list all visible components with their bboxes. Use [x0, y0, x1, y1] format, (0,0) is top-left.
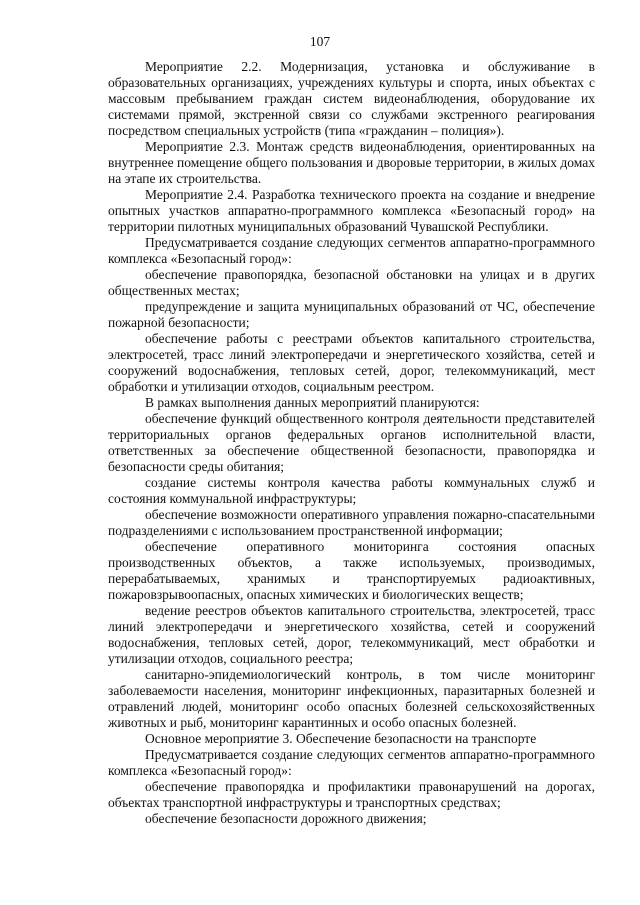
paragraph-transport-segments-intro: Предусматривается создание следующих сегментов аппаратно-программного комплекса «Безопасный город»: [108, 747, 595, 778]
paragraph-planned-utilities: создание системы контроля качества работы коммунальных служб и состояния коммунальной инфраструктуры; [108, 475, 595, 506]
paragraph-planned-intro: В рамках выполнения данных мероприятий планируются: [145, 395, 480, 410]
paragraph-transport-law-order: обеспечение правопорядка и профилактики правонарушений на дорогах, объектах транспортной инфраструктуры и транспортных средствах; [108, 779, 595, 810]
paragraph-measure-2-2: Мероприятие 2.2. Модернизация, установка и обслуживание в образовательных организациях, учреждениях культуры и спорта, иных объектах с массовым пребыванием граждан систем видеонаблюдения, оборудование их системами прямой, экстренной связи со службами экстренного реагирования посредством специальных устройств (типа «гражданин – полиция»). [108, 59, 595, 138]
paragraph-road-safety: обеспечение безопасности дорожного движения; [145, 811, 427, 826]
paragraph-segment-registries: обеспечение работы с реестрами объектов капитального строительства, электросетей, трасс линий электропередачи и энергетического хозяйства, сетей и сооружений водоснабжения, тепловых сетей, дорог, телекоммуникаций, мест обработки и утилизации отходов, социальным реестром. [108, 331, 595, 394]
paragraph-measure-2-4: Мероприятие 2.4. Разработка технического проекта на создание и внедрение опытных участков аппаратно-программного комплекса «Безопасный город» на территории пилотных муниципальных образований Чувашской Республики. [108, 187, 595, 234]
page-number: 107 [309, 34, 331, 49]
paragraph-planned-registries: ведение реестров объектов капитального строительства, электросетей, трасс линий электропередачи и энергетического хозяйства, сетей и сооружений водоснабжения, тепловых сетей, дорог, телекоммуникаций, мест обработки и утилизации отходов, социального реестра; [108, 603, 595, 666]
paragraph-measure-2-3: Мероприятие 2.3. Монтаж средств видеонаблюдения, ориентированных на внутреннее помещение общего пользования и дворовые территории, в жилых домах на этапе их строительства. [108, 139, 595, 186]
paragraph-segments-intro: Предусматривается создание следующих сегментов аппаратно-программного комплекса «Безопасный город»: [108, 235, 595, 266]
paragraph-planned-fire-rescue: обеспечение возможности оперативного управления пожарно-спасательными подразделениями с использованием пространственной информации; [108, 507, 595, 538]
paragraph-planned-hazard-monitoring: обеспечение оперативного мониторинга состояния опасных производственных объектов, а также используемых, производимых, перерабатываемых, хранимых и транспортируемых радиоактивных, пожаровзрывоопасных, опасных химических и биологических веществ; [108, 539, 595, 602]
paragraph-planned-sanitary: санитарно-эпидемиологический контроль, в том числе мониторинг заболеваемости населения, мониторинг инфекционных, паразитарных болезней и отравлений людей, мониторинг особо опасных болезней сельскохозяйственных животных и рыб, мониторинг карантинных и особо опасных болезней. [108, 667, 595, 730]
paragraph-main-measure-3: Основное мероприятие 3. Обеспечение безопасности на транспорте [145, 731, 537, 746]
paragraph-segment-emergency: предупреждение и защита муниципальных образований от ЧС, обеспечение пожарной безопасности; [108, 299, 595, 330]
paragraph-planned-public-control: обеспечение функций общественного контроля деятельности представителей территориальных органов федеральных органов исполнительной власти, ответственных за обеспечение общественной безопасности, правопорядка и безопасности среды обитания; [108, 411, 595, 474]
paragraph-segment-law-order: обеспечение правопорядка, безопасной обстановки на улицах и в других общественных местах; [108, 267, 595, 298]
document-body [108, 59, 595, 827]
